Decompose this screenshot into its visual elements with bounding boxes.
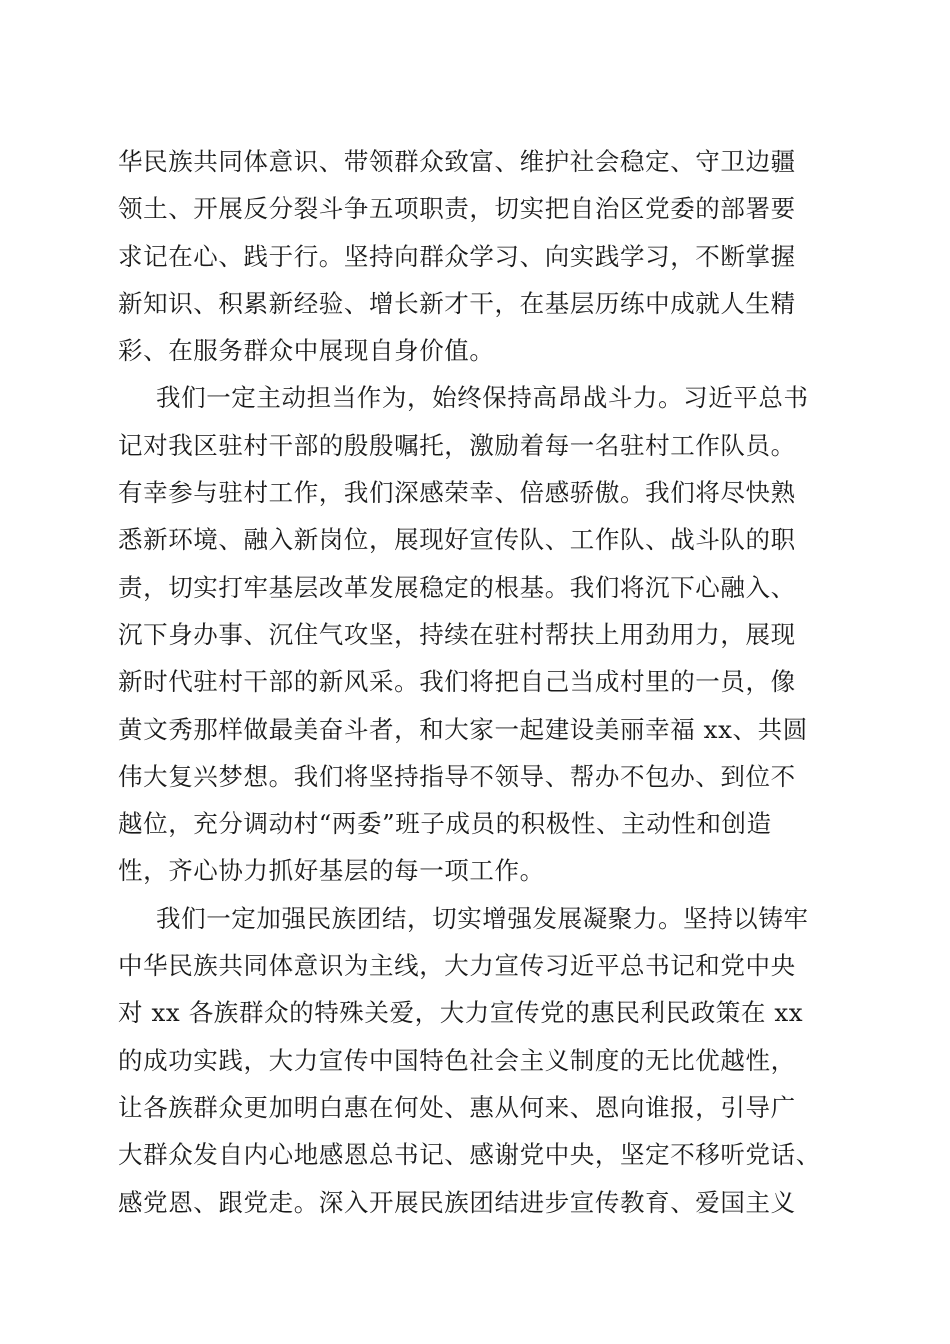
text-line: 有幸参与驻村工作，我们深感荣幸、倍感骄傲。我们将尽快熟 — [118, 478, 796, 508]
text-line: 越位，充分调动村“两委”班子成员的积极性、主动性和创造 — [118, 809, 772, 839]
paragraph-start-line: 我们一定加强民族团结，切实增强发展凝聚力。坚持以铸牢 — [156, 903, 809, 933]
text-line: 悉新环境、融入新岗位，展现好宣传队、工作队、战斗队的职 — [118, 525, 796, 555]
body-text — [118, 138, 838, 1226]
text-line: 彩、在服务群众中展现自身价值。 — [118, 336, 495, 366]
text-line: 新时代驻村干部的新风采。我们将把自己当成村里的一员，像 — [118, 667, 796, 697]
text-line: 让各族群众更加明白惠在何处、惠从何来、恩向谁报，引导广 — [118, 1092, 796, 1122]
text-line: 黄文秀那样做最美奋斗者，和大家一起建设美丽幸福 xx、共圆 — [118, 714, 808, 744]
text-line: 对 xx 各族群众的特殊关爱，大力宣传党的惠民利民政策在 xx — [118, 998, 804, 1028]
text-line: 求记在心、践于行。坚持向群众学习、向实践学习，不断掌握 — [118, 241, 796, 271]
text-line: 性，齐心协力抓好基层的每一项工作。 — [118, 856, 545, 886]
text-line: 的成功实践，大力宣传中国特色社会主义制度的无比优越性， — [118, 1045, 796, 1075]
text-line: 大群众发自内心地感恩总书记、感谢党中央，坚定不移听党话、 — [118, 1140, 821, 1170]
text-line: 中华民族共同体意识为主线，大力宣传习近平总书记和党中央 — [118, 951, 796, 981]
text-line: 华民族共同体意识、带领群众致富、维护社会稳定、守卫边疆 — [118, 147, 796, 176]
text-line: 记对我区驻村干部的殷殷嘱托，激励着每一名驻村工作队员。 — [118, 430, 796, 460]
text-line: 伟大复兴梦想。我们将坚持指导不领导、帮办不包办、到位不 — [118, 761, 796, 791]
text-line: 感党恩、跟党走。深入开展民族团结进步宣传教育、爱国主义 — [118, 1187, 796, 1217]
text-line: 领土、开展反分裂斗争五项职责，切实把自治区党委的部署要 — [118, 194, 796, 224]
text-line: 责，切实打牢基层改革发展稳定的根基。我们将沉下心融入、 — [118, 572, 796, 602]
text-line: 新知识、积累新经验、增长新才干，在基层历练中成就人生精 — [118, 288, 796, 318]
paragraph-start-line: 我们一定主动担当作为，始终保持高昂战斗力。习近平总书 — [156, 383, 809, 413]
text-line: 沉下身办事、沉住气攻坚，持续在驻村帮扶上用劲用力，展现 — [118, 619, 796, 649]
